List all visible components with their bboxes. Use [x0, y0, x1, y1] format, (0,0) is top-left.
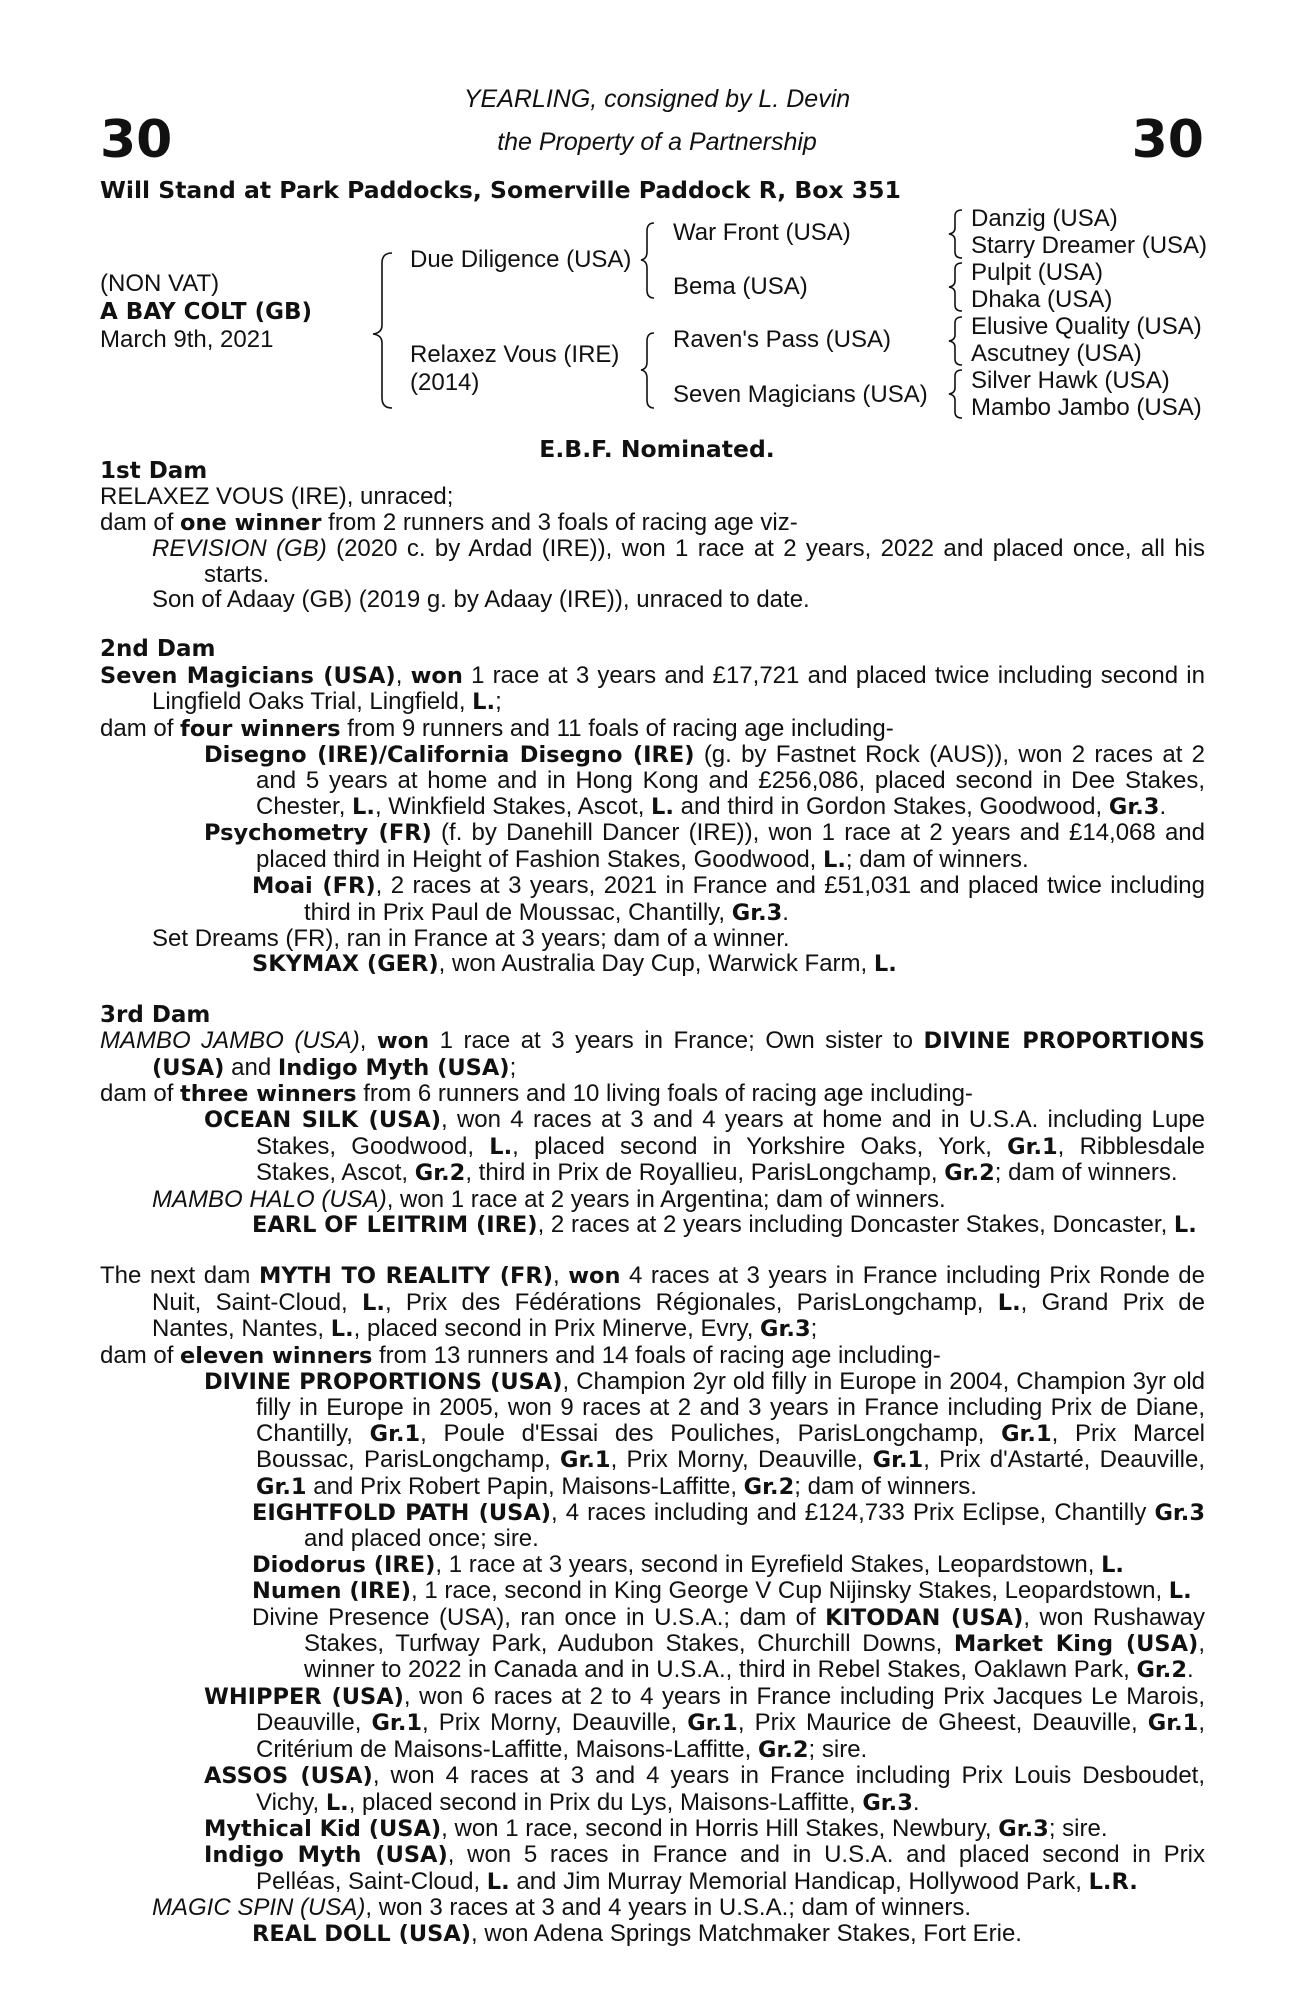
pedigree-g4: Dhaka (USA)	[971, 286, 1113, 313]
produce-divine-proportions: DIVINE PROPORTIONS (USA), Champion 2yr old filly in Europe in 2004, Champion 3yr old filly in Europe in 2005, won 9 races at 2 and 3 years in France including Prix de Diane, Chantilly, Gr.1, Poule d'Essai des Pouliches, ParisLongchamp, Gr.1, Prix Marcel Boussac, ParisLongchamp, Gr.1, Prix Morny, Deauville, Gr.1, Prix d'Astarté, Deauville, Gr.1 and Prix Robert Papin, Maisons-Laffitte, Gr.2; dam of winners.	[204, 1368, 1206, 1500]
third-dam-produce: dam of three winners from 6 runners and 10 living foals of racing age including-	[100, 1079, 973, 1107]
produce-set-dreams: Set Dreams (FR), ran in France at 3 years; dam of a winner.	[152, 924, 790, 952]
produce-numen: Numen (IRE), 1 race, second in King George V Cup Nijinsky Stakes, Leopardstown, L.	[252, 1577, 1192, 1605]
family-details	[100, 459, 1205, 1947]
pedigree-sire: Due Diligence (USA)	[410, 246, 632, 273]
pedigree-dam-dam: Seven Magicians (USA)	[673, 381, 928, 408]
pedigree-g8: Mambo Jambo (USA)	[971, 394, 1202, 421]
pedigree-g3: Pulpit (USA)	[971, 259, 1104, 286]
produce-real-doll: REAL DOLL (USA), won Adena Springs Matchmaker Stakes, Fort Erie.	[252, 1919, 1022, 1947]
produce-ocean-silk: OCEAN SILK (USA), won 4 races at 3 and 4 years at home and in U.S.A. including Lupe Stakes, Goodwood, L., placed second in Yorkshire Oaks, York, Gr.1, Ribblesdale Stakes, Ascot, Gr.2, third in Prix de Royallieu, ParisLongchamp, Gr.2; dam of winners.	[204, 1106, 1205, 1187]
first-dam-produce: dam of one winner from 2 runners and 3 foals of racing age viz-	[100, 508, 798, 536]
foaling-date: March 9th, 2021	[100, 326, 274, 353]
pedigree-dam-sire: Raven's Pass (USA)	[673, 326, 891, 353]
third-dam-heading: 3rd Dam	[100, 1001, 211, 1028]
consignor-line: YEARLING, consigned by L. Devin	[463, 85, 851, 113]
produce-diodorus: Diodorus (IRE), 1 race at 3 years, second in Eyrefield Stakes, Leopardstown, L.	[252, 1550, 1124, 1578]
produce-magic-spin: MAGIC SPIN (USA), won 3 races at 3 and 4 years in U.S.A.; dam of winners.	[152, 1894, 971, 1922]
next-dam-name: The next dam MYTH TO REALITY (FR), won 4 races at 3 years in France including Prix Ronde de Nuit, Saint-Cloud, L., Prix des Fédérations Régionales, ParisLongchamp, L., Grand Prix de Nantes, Nantes, L., placed second in Prix Minerve, Evry, Gr.3;	[100, 1262, 1205, 1343]
produce-divine-presence: Divine Presence (USA), ran once in U.S.A.; dam of KITODAN (USA), won Rushaway Stakes, Turfway Park, Audubon Stakes, Churchill Downs, Market King (USA), winner to 2022 in Canada and in U.S.A., third in Rebel Stakes, Oaklawn Park, Gr.2.	[252, 1603, 1206, 1684]
pedigree-sire-sire: War Front (USA)	[673, 219, 851, 246]
lot-number-right: 30	[1131, 110, 1204, 170]
produce-whipper: WHIPPER (USA), won 6 races at 2 to 4 years in France including Prix Jacques Le Marois, Deauville, Gr.1, Prix Morny, Deauville, Gr.1, Prix Maurice de Gheest, Deauville, Gr.1, Critérium de Maisons-Laffitte, Maisons-Laffitte, Gr.2; sire.	[204, 1682, 1206, 1763]
produce-psychometry: Psychometry (FR) (f. by Danehill Dancer (IRE)), won 1 race at 2 years and £14,068 and placed third in Height of Fashion Stakes, Goodwood, L.; dam of winners.	[204, 819, 1205, 873]
second-dam-heading: 2nd Dam	[100, 636, 216, 663]
pedigree-g7: Silver Hawk (USA)	[971, 367, 1170, 394]
produce-eightfold-path: EIGHTFOLD PATH (USA), 4 races including and £124,733 Prix Eclipse, Chantilly Gr.3 and placed once; sire.	[252, 1499, 1205, 1553]
pedigree-g1: Danzig (USA)	[971, 205, 1118, 232]
produce-skymax: SKYMAX (GER), won Australia Day Cup, Warwick Farm, L.	[252, 950, 897, 978]
produce-son-of-adaay: Son of Adaay (GB) (2019 g. by Adaay (IRE)), unraced to date.	[152, 586, 810, 614]
property-line: the Property of a Partnership	[497, 128, 817, 156]
lot-name: A BAY COLT (GB)	[100, 299, 313, 325]
first-dam-heading: 1st Dam	[100, 458, 208, 484]
lot-number-left: 30	[100, 110, 173, 170]
second-dam-produce: dam of four winners from 9 runners and 11 foals of racing age including-	[100, 714, 894, 742]
next-dam-produce: dam of eleven winners from 13 runners and 14 foals of racing age including-	[100, 1341, 941, 1369]
produce-mambo-halo: MAMBO HALO (USA), won 1 race at 2 years in Argentina; dam of winners.	[152, 1185, 946, 1213]
produce-disegno: Disegno (IRE)/California Disegno (IRE) (g. by Fastnet Rock (AUS)), won 2 races at 2 and 5 years at home and in Hong Kong and £256,086, placed second in Dee Stakes, Chester, L., Winkfield Stakes, Ascot, L. and third in Gordon Stakes, Goodwood, Gr.3.	[204, 741, 1206, 820]
first-dam-name: RELAXEZ VOUS (IRE), unraced;	[100, 483, 454, 511]
produce-moai: Moai (FR), 2 races at 3 years, 2021 in France and £51,031 and placed twice including third in Prix Paul de Moussac, Chantilly, Gr.3.	[252, 872, 1206, 926]
produce-revision: REVISION (GB) (2020 c. by Ardad (IRE)), won 1 race at 2 years, 2022 and placed once, all his starts.	[152, 535, 1205, 588]
stand-location: Will Stand at Park Paddocks, Somerville Paddock R, Box 351	[100, 176, 901, 204]
produce-earl-of-leitrim: EARL OF LEITRIM (IRE), 2 races at 2 years including Doncaster Stakes, Doncaster, L.	[252, 1210, 1197, 1238]
produce-mythical-kid: Mythical Kid (USA), won 1 race, second in Horris Hill Stakes, Newbury, Gr.3; sire.	[204, 1814, 1108, 1842]
second-dam-name: Seven Magicians (USA), won 1 race at 3 years and £17,721 and placed twice including second in Lingfield Oaks Trial, Lingfield, L.;	[100, 661, 1205, 716]
pedigree-g5: Elusive Quality (USA)	[971, 313, 1202, 340]
ebf-nomination: E.B.F. Nominated.	[539, 435, 775, 463]
vat-status: (NON VAT)	[100, 270, 220, 297]
pedigree-g6: Ascutney (USA)	[971, 340, 1142, 367]
pedigree-dam: Relaxez Vous (IRE)	[410, 341, 620, 368]
pedigree-sire-dam: Bema (USA)	[673, 273, 808, 300]
produce-indigo-myth: Indigo Myth (USA), won 5 races in France and in U.S.A. and placed second in Prix Pelléas, Saint-Cloud, L. and Jim Murray Memorial Handicap, Hollywood Park, L.R.	[204, 1841, 1205, 1895]
produce-assos: ASSOS (USA), won 4 races at 3 and 4 years in France including Prix Louis Desboudet, Vichy, L., placed second in Prix du Lys, Maisons-Laffitte, Gr.3.	[204, 1762, 1206, 1816]
third-dam-name: MAMBO JAMBO (USA), won 1 race at 3 years in France; Own sister to DIVINE PROPORTIONS (USA) and Indigo Myth (USA);	[100, 1027, 1206, 1081]
pedigree-dam-year: (2014)	[410, 369, 480, 396]
pedigree-g2: Starry Dreamer (USA)	[971, 232, 1208, 259]
